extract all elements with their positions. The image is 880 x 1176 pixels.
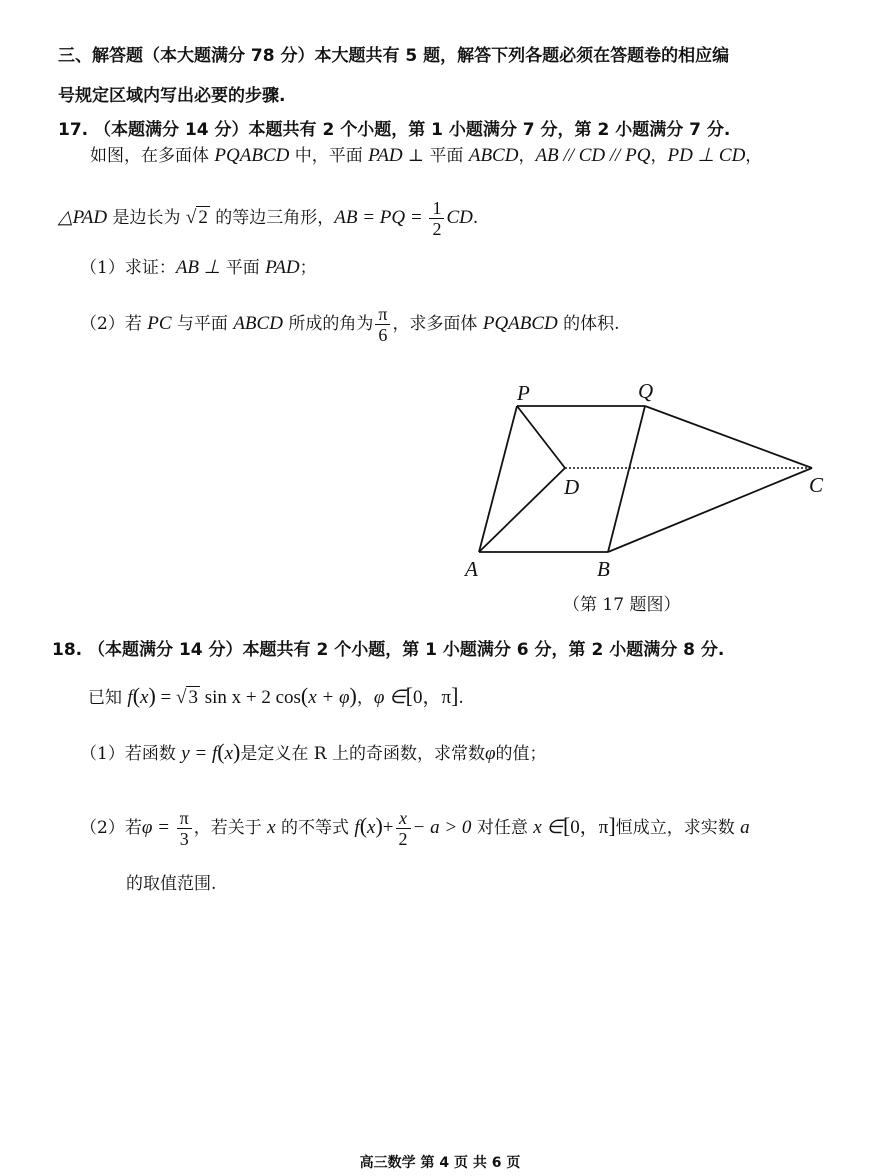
q17-header: 17. （本题满分 14 分）本题共有 2 个小题，第 1 小题满分 7 分，第 2 小题满分 7 分. — [58, 120, 731, 140]
q18-part2-math: − a > 0 — [412, 817, 472, 838]
q17-part2-math: PQABCD — [482, 313, 558, 334]
q17-figure — [455, 372, 835, 622]
q17-stem-math: PAD — [368, 145, 403, 166]
q18-part1-math: φ — [484, 743, 496, 764]
q18-stem-math: x — [140, 687, 149, 708]
edge-bc — [608, 468, 812, 552]
paren: ) — [233, 739, 241, 764]
label-b: B — [597, 557, 610, 581]
q18-part1-math: x — [224, 743, 234, 764]
q17-stem2-math: AB = PQ = — [334, 207, 428, 228]
q18-stem-text: 已知 — [88, 688, 128, 708]
q18-part2-math: f — [354, 817, 360, 838]
q18-part1-text: （1）若函数 — [80, 744, 182, 764]
edge-pd — [517, 406, 565, 468]
q17-part2-text: ，求多面体 — [392, 314, 483, 334]
q17-part2-text: 的体积. — [557, 314, 620, 334]
fraction-x-over-2: $\frac{x}{2}$ — [396, 808, 411, 849]
label-c: C — [809, 473, 824, 497]
q17-stem2-text: 是边长为 — [107, 208, 186, 228]
q17-stem-line2 — [58, 196, 478, 240]
fraction-pi-over-6: $\frac{\pi}{6}$ — [375, 304, 390, 345]
paren: ) — [349, 683, 357, 708]
q18-part2-text: 对任意 — [471, 818, 534, 838]
q18-part2-text: 恒成立，求实数 — [615, 818, 741, 838]
q17-part1-text: （1）求证： — [80, 258, 176, 278]
q17-stem2-text: . — [472, 208, 479, 228]
q18-part2-text: ，若关于 — [193, 818, 268, 838]
fraction-one-half: $\frac{1}{2}$ — [429, 198, 444, 239]
q17-stem-math: PQABCD — [214, 145, 290, 166]
q18-part2-text: （2）若 — [80, 818, 142, 838]
q17-part2-text: 与平面 — [171, 314, 234, 334]
paren: ( — [359, 813, 368, 838]
q18-stem-math: sin x + 2 cos — [199, 687, 301, 708]
q17-part1-text: 平面 — [220, 258, 266, 278]
q17-part2-math: ABCD — [233, 313, 283, 334]
q18-part2-math: x — [267, 817, 276, 838]
q18-stem-math: 0，π — [412, 687, 452, 708]
edge-ad — [479, 468, 565, 552]
q17-part1-math: AB ⊥ — [175, 257, 221, 278]
q17-part2 — [80, 302, 620, 346]
q17-part1 — [80, 256, 317, 280]
q17-part2-text: 所成的角为 — [282, 314, 374, 334]
q18-part1 — [80, 740, 547, 766]
q17-stem-text: ⊥ 平面 — [402, 146, 469, 166]
q18-part2-math: a — [740, 817, 750, 838]
q17-part2-math: PC — [147, 313, 172, 334]
q18-part2-math: φ = — [141, 817, 175, 838]
q17-stem2-math: CD — [446, 207, 473, 228]
q18-stem-math: f — [127, 687, 133, 708]
paren: ) — [148, 683, 156, 708]
q17-stem-math: AB // CD // PQ — [535, 145, 651, 166]
q18-part2-math: x — [367, 817, 376, 838]
q17-stem2-text: 的等边三角形， — [209, 208, 335, 228]
q17-stem-text: 中，平面 — [289, 146, 369, 166]
label-p: P — [517, 381, 530, 405]
q18-stem-text: ， — [356, 688, 374, 708]
q17-stem-line1 — [90, 144, 762, 168]
q18-part2-math: x ∈ — [533, 817, 563, 838]
q18-part2-math: 0，π — [570, 817, 609, 838]
q18-part2-continued: 的取值范围. — [126, 874, 217, 894]
paren: ) — [375, 813, 383, 838]
bracket: [ — [405, 683, 413, 708]
q18-stem-math: = — [155, 687, 176, 708]
label-a: A — [465, 557, 478, 581]
q18-stem — [88, 684, 464, 710]
sqrt-2: √ 2 — [185, 207, 208, 228]
q17-triangle: △PAD — [58, 207, 108, 228]
page-footer: 高三数学 第 4 页 共 6 页 — [359, 1155, 521, 1171]
edge-qc — [645, 406, 812, 468]
fraction-pi-over-3: $\frac{\pi}{3}$ — [177, 808, 192, 849]
bracket: ] — [608, 813, 616, 838]
q17-stem-math: ABCD — [468, 145, 519, 166]
sqrt-3: √ 3 — [176, 687, 198, 708]
edge-qb — [608, 406, 645, 552]
q17-stem-text: ， — [650, 146, 668, 166]
q18-stem-math: φ ∈ — [373, 687, 406, 708]
q18-part2-math: + — [382, 817, 394, 838]
section-title-line1: 三、解答题（本大题满分 78 分）本大题共有 5 题，解答下列各题必须在答题卷的相应编 — [58, 46, 730, 66]
q18-part2-text: 的不等式 — [275, 818, 355, 838]
q18-header: 18. （本题满分 14 分）本题共有 2 个小题，第 1 小题满分 6 分，第 2 小题满分 8 分. — [52, 640, 725, 660]
q17-part2-text: （2）若 — [80, 314, 148, 334]
q17-part1-text: ； — [299, 258, 317, 278]
q18-stem-math: x + φ — [308, 687, 350, 708]
paren: ( — [217, 739, 225, 764]
q18-part2 — [80, 804, 750, 850]
q18-part1-text: 是定义在 R 上的奇函数，求常数 — [240, 744, 485, 764]
paren: ( — [132, 683, 141, 708]
bracket: ] — [451, 683, 459, 708]
label-d: D — [564, 475, 580, 499]
q17-stem-text: ， — [745, 146, 763, 166]
bracket: [ — [562, 813, 571, 838]
label-q: Q — [638, 379, 654, 403]
q18-part1-math: y = f — [181, 743, 218, 764]
q17-stem-math: PD ⊥ CD — [667, 145, 746, 166]
edge-pa — [479, 406, 517, 552]
q18-part1-text: 的值； — [495, 744, 547, 764]
q17-stem-text: 如图，在多面体 — [90, 146, 215, 166]
section-title-line2: 号规定区域内写出必要的步骤. — [58, 86, 286, 106]
q17-figure-caption: （第 17 题图） — [563, 595, 681, 615]
paren: ( — [300, 683, 309, 708]
q17-stem-text: ， — [518, 146, 536, 166]
q17-part1-math: PAD — [265, 257, 300, 278]
q18-stem-text: . — [458, 688, 464, 708]
